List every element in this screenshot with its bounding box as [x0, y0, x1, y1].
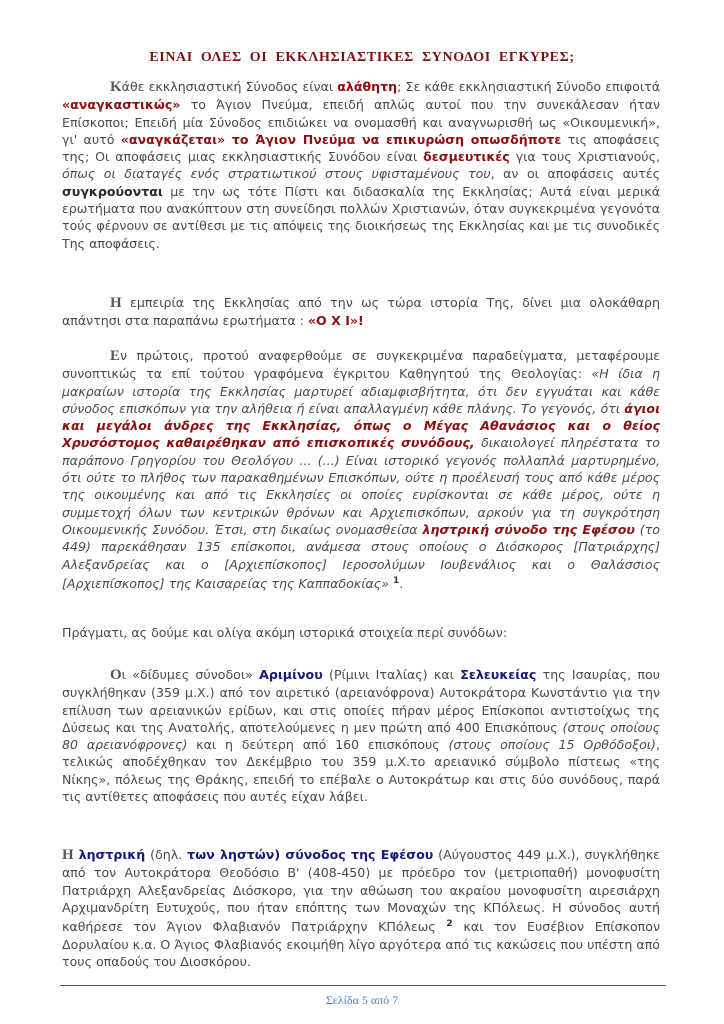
footnote-ref[interactable]: 2: [446, 919, 453, 930]
text-run: τις αποφάσεις της; Οι αποφάσεις μιας εκκλησιαστικής Συνόδου είναι: [62, 131, 660, 165]
paragraph-1: [62, 78, 660, 252]
text-run: ν πρώτοις, προτού αναφερθούμε σε συγκεκριμένα παραδείγματα, μεταφέρουμε συνοπτικώς τα επί τούτου γραφόμενα έγκριτου Καθηγητού της Θεολογίας:: [62, 348, 660, 382]
page-title: ΕΙΝΑΙ ΟΛΕΣ ΟΙ ΕΚΚΛΗΣΙΑΣΤΙΚΕΣ ΣΥΝΟΔΟΙ ΕΓΚΥΡΕΣ;: [149, 50, 575, 65]
paragraph-4: [62, 624, 660, 641]
drop-cap: Ε: [110, 348, 121, 364]
text-run: ; Σε κάθε εκκλησιαστική Σύνοδο επιφοιτά: [397, 79, 661, 94]
paragraph-6: [62, 846, 660, 970]
text-run: άγιοι και μεγάλοι άνδρες της Εκκλησίας, όπως ο Μέγας Αθανάσιος και ο θείος Χρυσόστομος καθαιρέθηκαν από επισκοπικές συνόδους,: [62, 400, 660, 451]
text-run: για τους Χριστιανούς,: [509, 149, 660, 165]
text-run: και η δεύτερη από 160 επισκόπους: [187, 737, 449, 753]
text-run: με την ως τότε Πίστι και διδασκαλία της Εκκλησίας; Αυτά είναι μερικά ερωτήματα που ανακύπτουν στη συνείδησι πολλών Χριστιανών, όταν συγκεκριμένα γεγονότα τούς φέρνουν σε αντίθεσι με τις απόψεις της διοικήσεως της Εκκλησίας και με τις συνοδικές Της αποφάσεις.: [62, 183, 660, 251]
text-run: (Αύγουστος 449 μ.Χ.), συγκλήθηκε από τον Αυτοκράτορα Θεοδόσιο Β' (408-450) με πρόεδρο τον (μετριοπαθή) μονοφυσίτη Πατριάρχη Αλεξανδρείας Διόσκορο, για την αθώωση του ακραίου μονοφυσίτη αιρεσιάρχη Αρχιμανδρίτη Ευτυχούς, που ήταν επόπτης των Μοναχών της ΚΠόλεως. Η σύνοδος αυτή καθήρεσε τον Άγιον Φλαβιανόν Πατριάρχην ΚΠόλεως: [62, 847, 660, 935]
text-run: «Ο Χ Ι»!: [307, 313, 364, 329]
drop-cap: Η: [110, 295, 122, 311]
paragraph-3: [62, 347, 660, 592]
text-run: αλάθητη: [337, 79, 398, 94]
text-run: (στους οποίους 15 Ορθόδοξοι): [448, 737, 656, 753]
text-run: «αναγκάζεται» το Άγιον Πνεύμα να επικυρώση οπωσδήποτε: [120, 131, 562, 147]
text-run: (στους οποίους 80 αρειανόφρονες): [62, 719, 660, 753]
text-run: (το 449) παρεκάθησαν 135 επίσκοποι, ανάμεσα στους οποίους ο Διόσκορος [Πατριάρχης] Αλεξανδρείας και ο [Αρχιεπίσκοπος] Ιεροσολύμων Ιουβενάλιος και ο Θαλάσσιος [Αρχιεπίσκοπος] της Καισαρείας της Καππαδοκίας»: [62, 521, 660, 592]
text-run: δεσμευτικές: [423, 149, 510, 165]
text-run: , τελικώς αποδέχθηκαν τον Δεκέμβριο του 359 μ.Χ.το αρειανικό σύμβολο πίστεως «της Νίκης», πόλεως της Θράκης, επειδή το επέβαλε ο Αυτοκράτωρ και στις δύο συνόδους, παρά τις αντίθετες αποφάσεις που αυτές είχαν λάβει.: [62, 737, 660, 805]
text-run: και τον Ευσέβιον Επίσκοπον Δορυλαίου κ.α. Ο Άγιος Φλαβιανός εκοιμήθη λίγο αργότερα από τις κακώσεις που υπέστη από τους οπαδούς του Διοσκόρου.: [62, 919, 660, 969]
drop-cap: Ο: [110, 667, 122, 683]
paragraph-2: [62, 294, 660, 330]
text-run: εμπειρία της Εκκλησίας από την ως τώρα ιστορία Της, δίνει μια ολοκάθαρη απάντησι στα παραπάνω ερωτήματα :: [62, 295, 660, 329]
text-run: «αναγκαστικώς»: [62, 97, 181, 113]
text-run: ι «δίδυμες σύνοδοι»: [121, 667, 260, 682]
drop-cap: Κ: [110, 79, 122, 95]
text-run: Πράγματι, ας δούμε και ολίγα ακόμη ιστορικά στοιχεία περί συνόδων:: [62, 625, 508, 640]
text-run: ληστρική: [78, 847, 146, 862]
footer-divider: [60, 985, 666, 986]
text-run: Σελευκείας: [460, 667, 537, 682]
drop-cap: Η: [62, 847, 74, 863]
text-run: δικαιολογεί πληρέστατα το παράπονο Γρηγορίου του Θεολόγου ... (...) Είναι ιστορικό γεγονός πολλαπλά μαρτυρημένο, ότι ούτε το πλήθος των παρακαθημένων Επισκόπων, ούτε η προέλευσή τους από κάθε μέρος της οικουμένης και από τις Εκκλησίες οι οποίες ευρίσκονται σε κάθε μέρος, ούτε η συμμετοχή όλων των κεντρικών θρόνων και Αρχιεπισκόπων, αρκούν για τη συγκρότηση Οικουμενικής Συνόδου. Έτσι, στη δικαίως ονομασθείσα: [62, 435, 661, 537]
paragraph-5: [62, 666, 660, 805]
page-number: Σελίδα 5 από 7: [325, 993, 399, 1007]
text-run: των ληστών) σύνοδος της Εφέσου: [187, 847, 434, 862]
text-run: , αν οι αποφάσεις αυτές: [490, 166, 661, 182]
text-run: συγκρούονται: [62, 183, 163, 199]
text-run: (Ρίμινι Ιταλίας) και: [322, 667, 461, 682]
text-run: το Άγιον Πνεύμα, επειδή απλώς αυτοί που την συνεκάλεσαν ήταν Επίσκοποι; Επειδή μία Σύνοδος επιδιώκει να ονομασθή και αναγνωρισθή ως «Οικουμενική», γι' αυτό: [62, 97, 660, 147]
text-run: (δηλ.: [145, 847, 188, 862]
text-run: ληστρική σύνοδο της Εφέσου: [422, 521, 635, 537]
footnote-ref[interactable]: 1: [392, 575, 400, 586]
text-run: άθε εκκλησιαστική Σύνοδος είναι: [121, 79, 338, 94]
text-run: Αριμίνου: [259, 667, 323, 682]
text-run: όπως οι διαταγές ενός στρατιωτικού στους υφισταμένους του: [62, 166, 491, 182]
text-run: .: [399, 576, 404, 592]
text-run: «Η ίδια η μακραίων ιστορία της Εκκλησίας μαρτυρεί αδιαμφισβήτητα, ότι δεν εγγυάται και κάθε σύνοδος επισκόπων για την αλήθεια ή είναι απαλλαγμένη κάθε πλάνης. Το γεγονός, ότι: [62, 366, 660, 416]
text-run: της Ισαυρίας, που συγκλήθηκαν (359 μ.Χ.) από τον αιρετικό (αρειανόφρονα) Αυτοκράτορα Κωνστάντιο για την επίλυση των αρειανικών ερίδων, και στις οποίες πήραν μέρος Επίσκοποι αντιστοίχως της Δύσεως και της Ανατολής, αποτελούμενες η μεν πρώτη από 400 Επισκόπους: [62, 667, 661, 735]
